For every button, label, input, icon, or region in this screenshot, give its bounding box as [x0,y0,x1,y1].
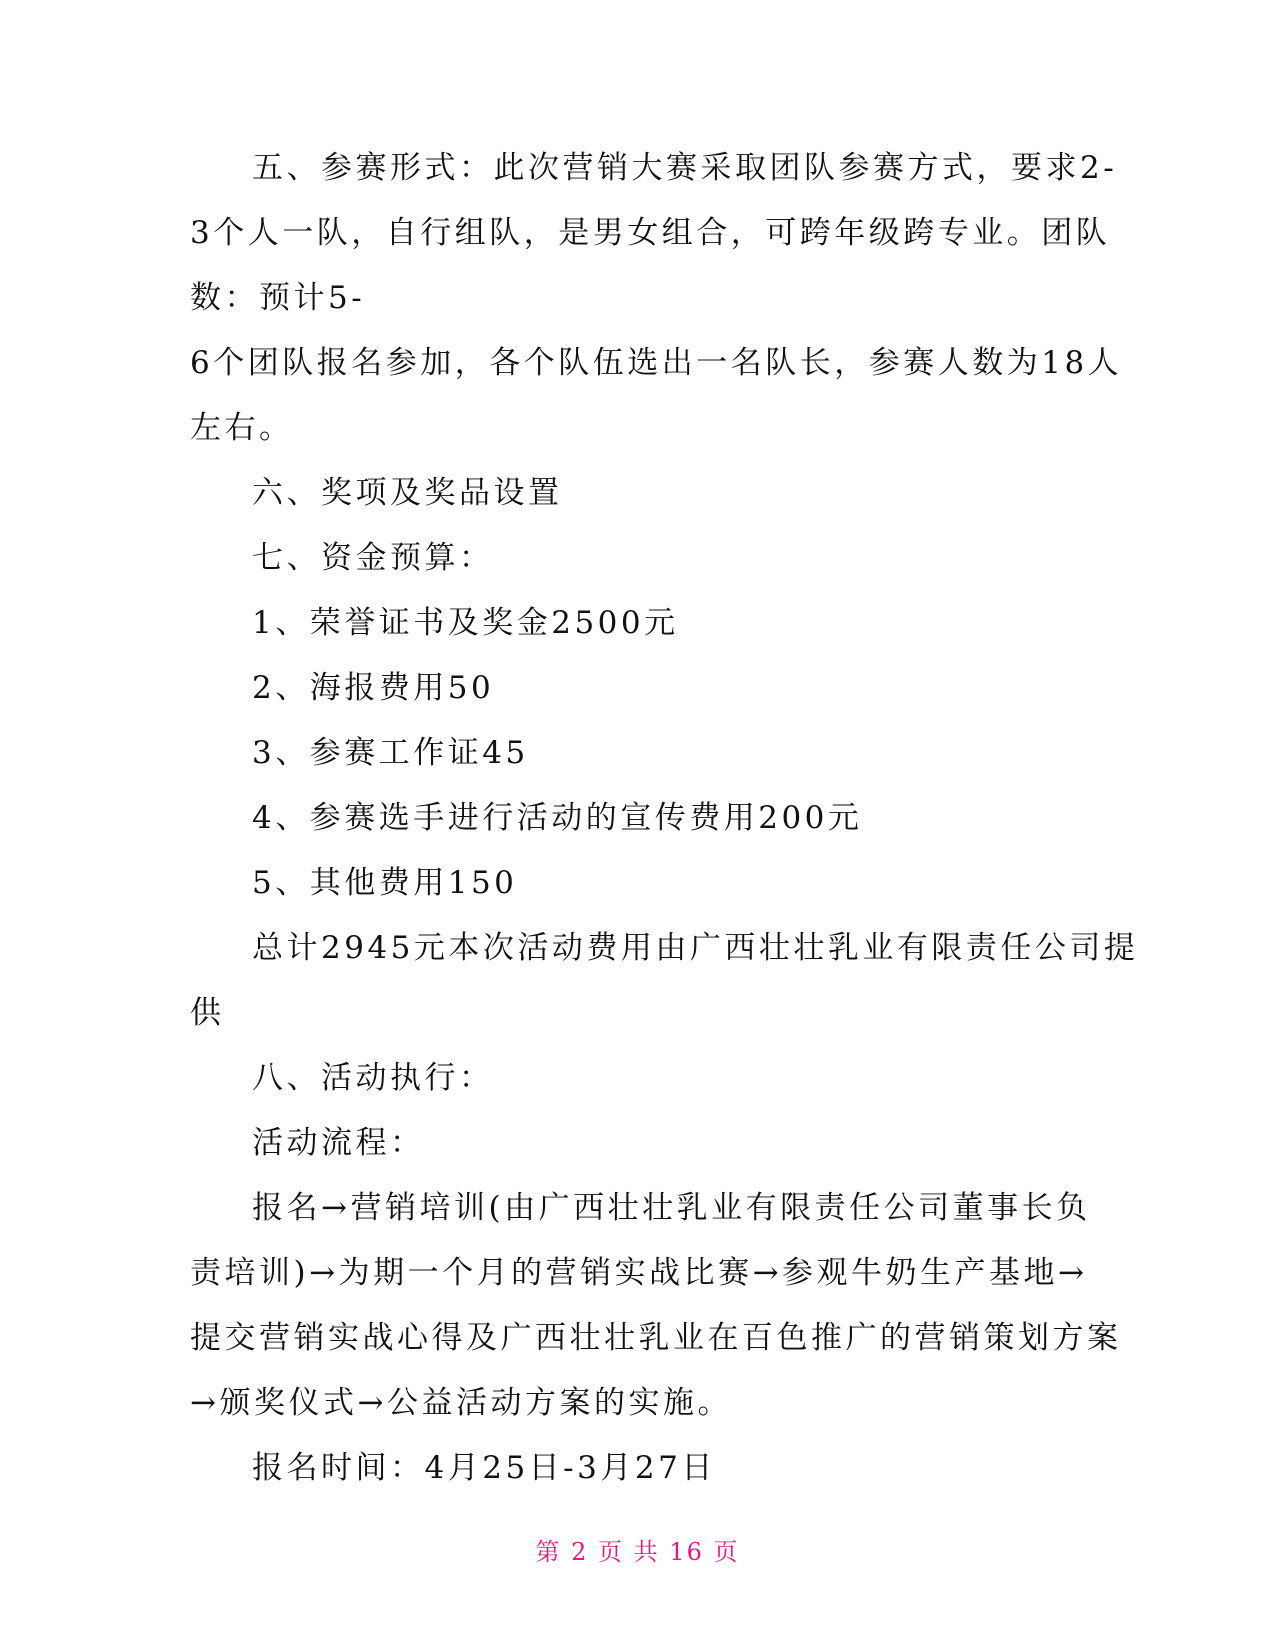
text-line: →颁奖仪式→公益活动方案的实施。 [190,1385,732,1421]
body-text [190,136,1139,1501]
text-line: 八、活动执行： [252,1060,494,1096]
text-line: 6个团队报名参加，各个队伍选出一名队长，参赛人数为18人 [190,345,1123,381]
text-line: 2、海报费用50 [252,670,495,706]
text-line: 提交营销实战心得及广西壮壮乳业在百色推广的营销策划方案 [190,1320,1122,1356]
text-line: 活动流程： [252,1125,425,1161]
text-line: 报名时间：4月25日-3月27日 [252,1450,716,1486]
text-line: 3个人一队，自行组队，是男女组合，可跨年级跨专业。团队 [190,215,1111,251]
text-line: 六、奖项及奖品设置 [252,475,563,511]
text-line: 左右。 [190,410,294,446]
text-line: 责培训)→为期一个月的营销实战比赛→参观牛奶生产基地→ [190,1255,1088,1291]
text-line: 5、其他费用150 [252,865,518,901]
text-line: 五、参赛形式：此次营销大赛采取团队参赛方式，要求2- [252,150,1118,186]
text-line: 3、参赛工作证45 [252,735,529,771]
text-line: 报名→营销培训(由广西壮壮乳业有限责任公司董事长负 [252,1190,1091,1226]
text-line: 总计2945元本次活动费用由广西壮壮乳业有限责任公司提 [252,930,1139,966]
text-line: 4、参赛选手进行活动的宣传费用200元 [252,800,863,836]
text-line: 1、荣誉证书及奖金2500元 [252,605,679,641]
text-line: 数：预计5- [190,280,366,316]
page-number-footer: 第 2 页 共 16 页 [535,1538,740,1566]
text-line: 七、资金预算： [252,540,494,576]
text-line: 供 [190,995,225,1031]
